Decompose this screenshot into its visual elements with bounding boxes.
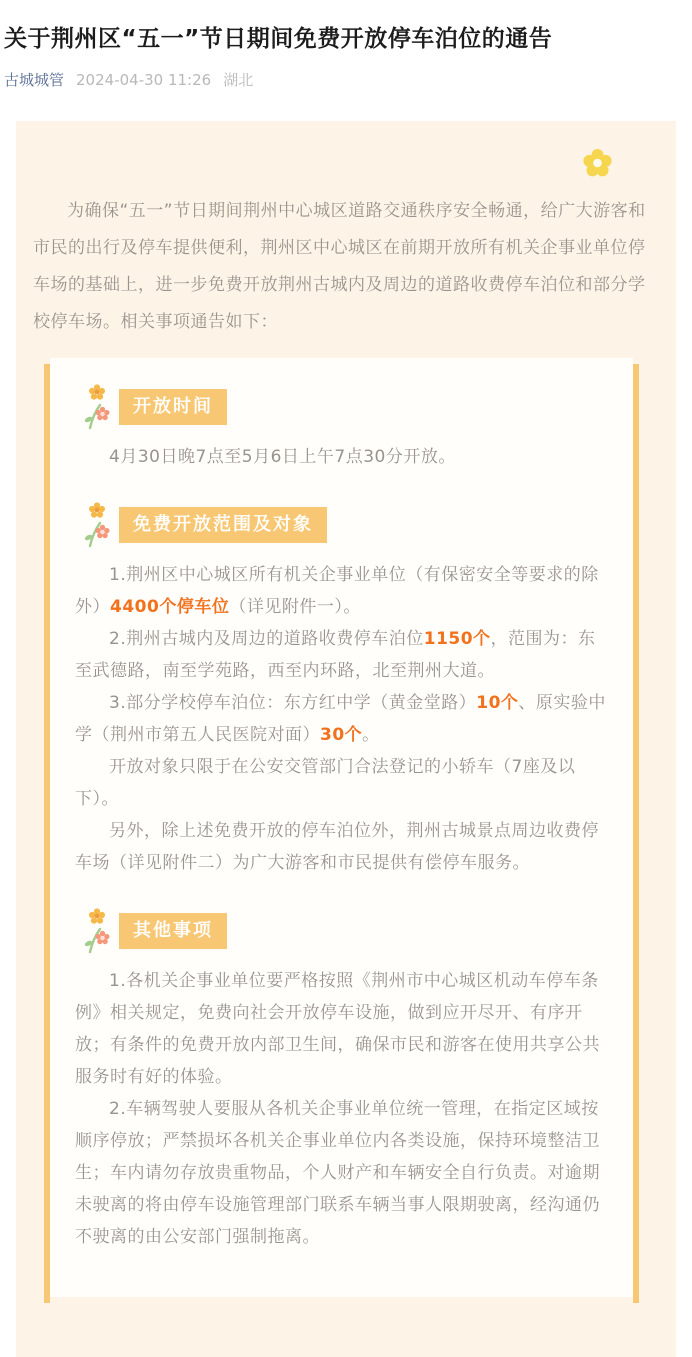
text-run: 1.荆州区中心城区所有机关企事业单位（有保密安全等要求的除外） (75, 565, 599, 617)
highlight-number: 4400个停车位 (110, 597, 230, 617)
notice-section (75, 501, 608, 879)
text-run: 4月30日晚7点至5月6日上午7点30分开放。 (109, 447, 456, 467)
text-run: 1.各机关企事业单位要严格按照《荆州市中心城区机动车停车条例》相关规定，免费向社会开放停车设施，做到应开尽开、有序开放；有条件的免费开放内部卫生间，确保市民和游客在使用共享公共服务时有好的体验。 (75, 971, 600, 1087)
text-run: ，范围为：东至武德路，南至学苑路，西至内环路，北至荆州大道。 (75, 629, 596, 681)
text-run: 2.车辆驾驶人要服从各机关企事业单位统一管理，在指定区域按顺序停放；严禁损坏各机关企事业单位内各类设施，保持环境整洁卫生；车内请勿存放贵重物品，个人财产和车辆安全自行负责。对逾期未驶离的将由停车设施管理部门联系车辆当事人限期驶离，经沟通仍不驶离的由公安部门强制拖离。 (75, 1099, 600, 1247)
notice-inner-box (50, 358, 633, 1297)
publish-date: 2024-04-30 11:26 (76, 71, 212, 89)
section-badge: 开放时间 (119, 389, 227, 425)
section-header (75, 907, 608, 954)
section-badge: 免费开放范围及对象 (119, 507, 327, 543)
flower-icon (582, 148, 613, 179)
article-header (0, 0, 692, 90)
section-paragraph (75, 441, 608, 473)
text-run: 。 (362, 725, 380, 745)
flower-sprig-icon (83, 907, 110, 954)
highlight-number: 10个 (476, 693, 519, 713)
highlight-number: 30个 (320, 725, 363, 745)
notice-section (75, 907, 608, 1253)
section-paragraph (75, 687, 608, 751)
flower-sprig-icon (83, 501, 110, 548)
section-paragraph (75, 1093, 608, 1253)
publish-location: 湖北 (223, 71, 254, 89)
text-run: （详见附件一）。 (229, 597, 361, 617)
section-header (75, 501, 608, 548)
section-paragraph (75, 623, 608, 687)
sections (75, 383, 608, 1253)
section-paragraph (75, 815, 608, 879)
flower-sprig-icon (83, 383, 110, 430)
byline (4, 69, 676, 90)
section-paragraph (75, 751, 608, 815)
section-badge: 其他事项 (119, 913, 227, 949)
highlight-number: 1150个 (423, 629, 491, 649)
section-paragraph (75, 559, 608, 623)
text-run: 2.荆州古城内及周边的道路收费停车泊位 (109, 629, 424, 649)
notice-section (75, 383, 608, 473)
text-run: 开放对象只限于在公安交管部门合法登记的小轿车（7座及以下）。 (75, 757, 576, 809)
account-link[interactable]: 古城城管 (4, 71, 65, 89)
article-title: 关于荆州区“五一”节日期间免费开放停车泊位的通告 (4, 26, 553, 52)
text-run: 3.部分学校停车泊位：东方红中学（黄金堂路） (109, 693, 477, 713)
section-header (75, 383, 608, 430)
text-run: 另外，除上述免费开放的停车泊位外，荆州古城景点周边收费停车场（详见附件二）为广大游客和市民提供有偿停车服务。 (75, 821, 599, 873)
text-run: 、原实验中学（荆州市第五人民医院对面） (75, 693, 606, 745)
section-paragraph (75, 965, 608, 1093)
notice-card (16, 121, 676, 1357)
intro-paragraph: 为确保“五一”节日期间荆州中心城区道路交通秩序安全畅通，给广大游客和市民的出行及停车提供便利，荆州区中心城区在前期开放所有机关企事业单位停车场的基础上，进一步免费开放荆州古城内及周边的道路收费停车泊位和部分学校停车场。相关事项通告如下： (33, 201, 646, 332)
